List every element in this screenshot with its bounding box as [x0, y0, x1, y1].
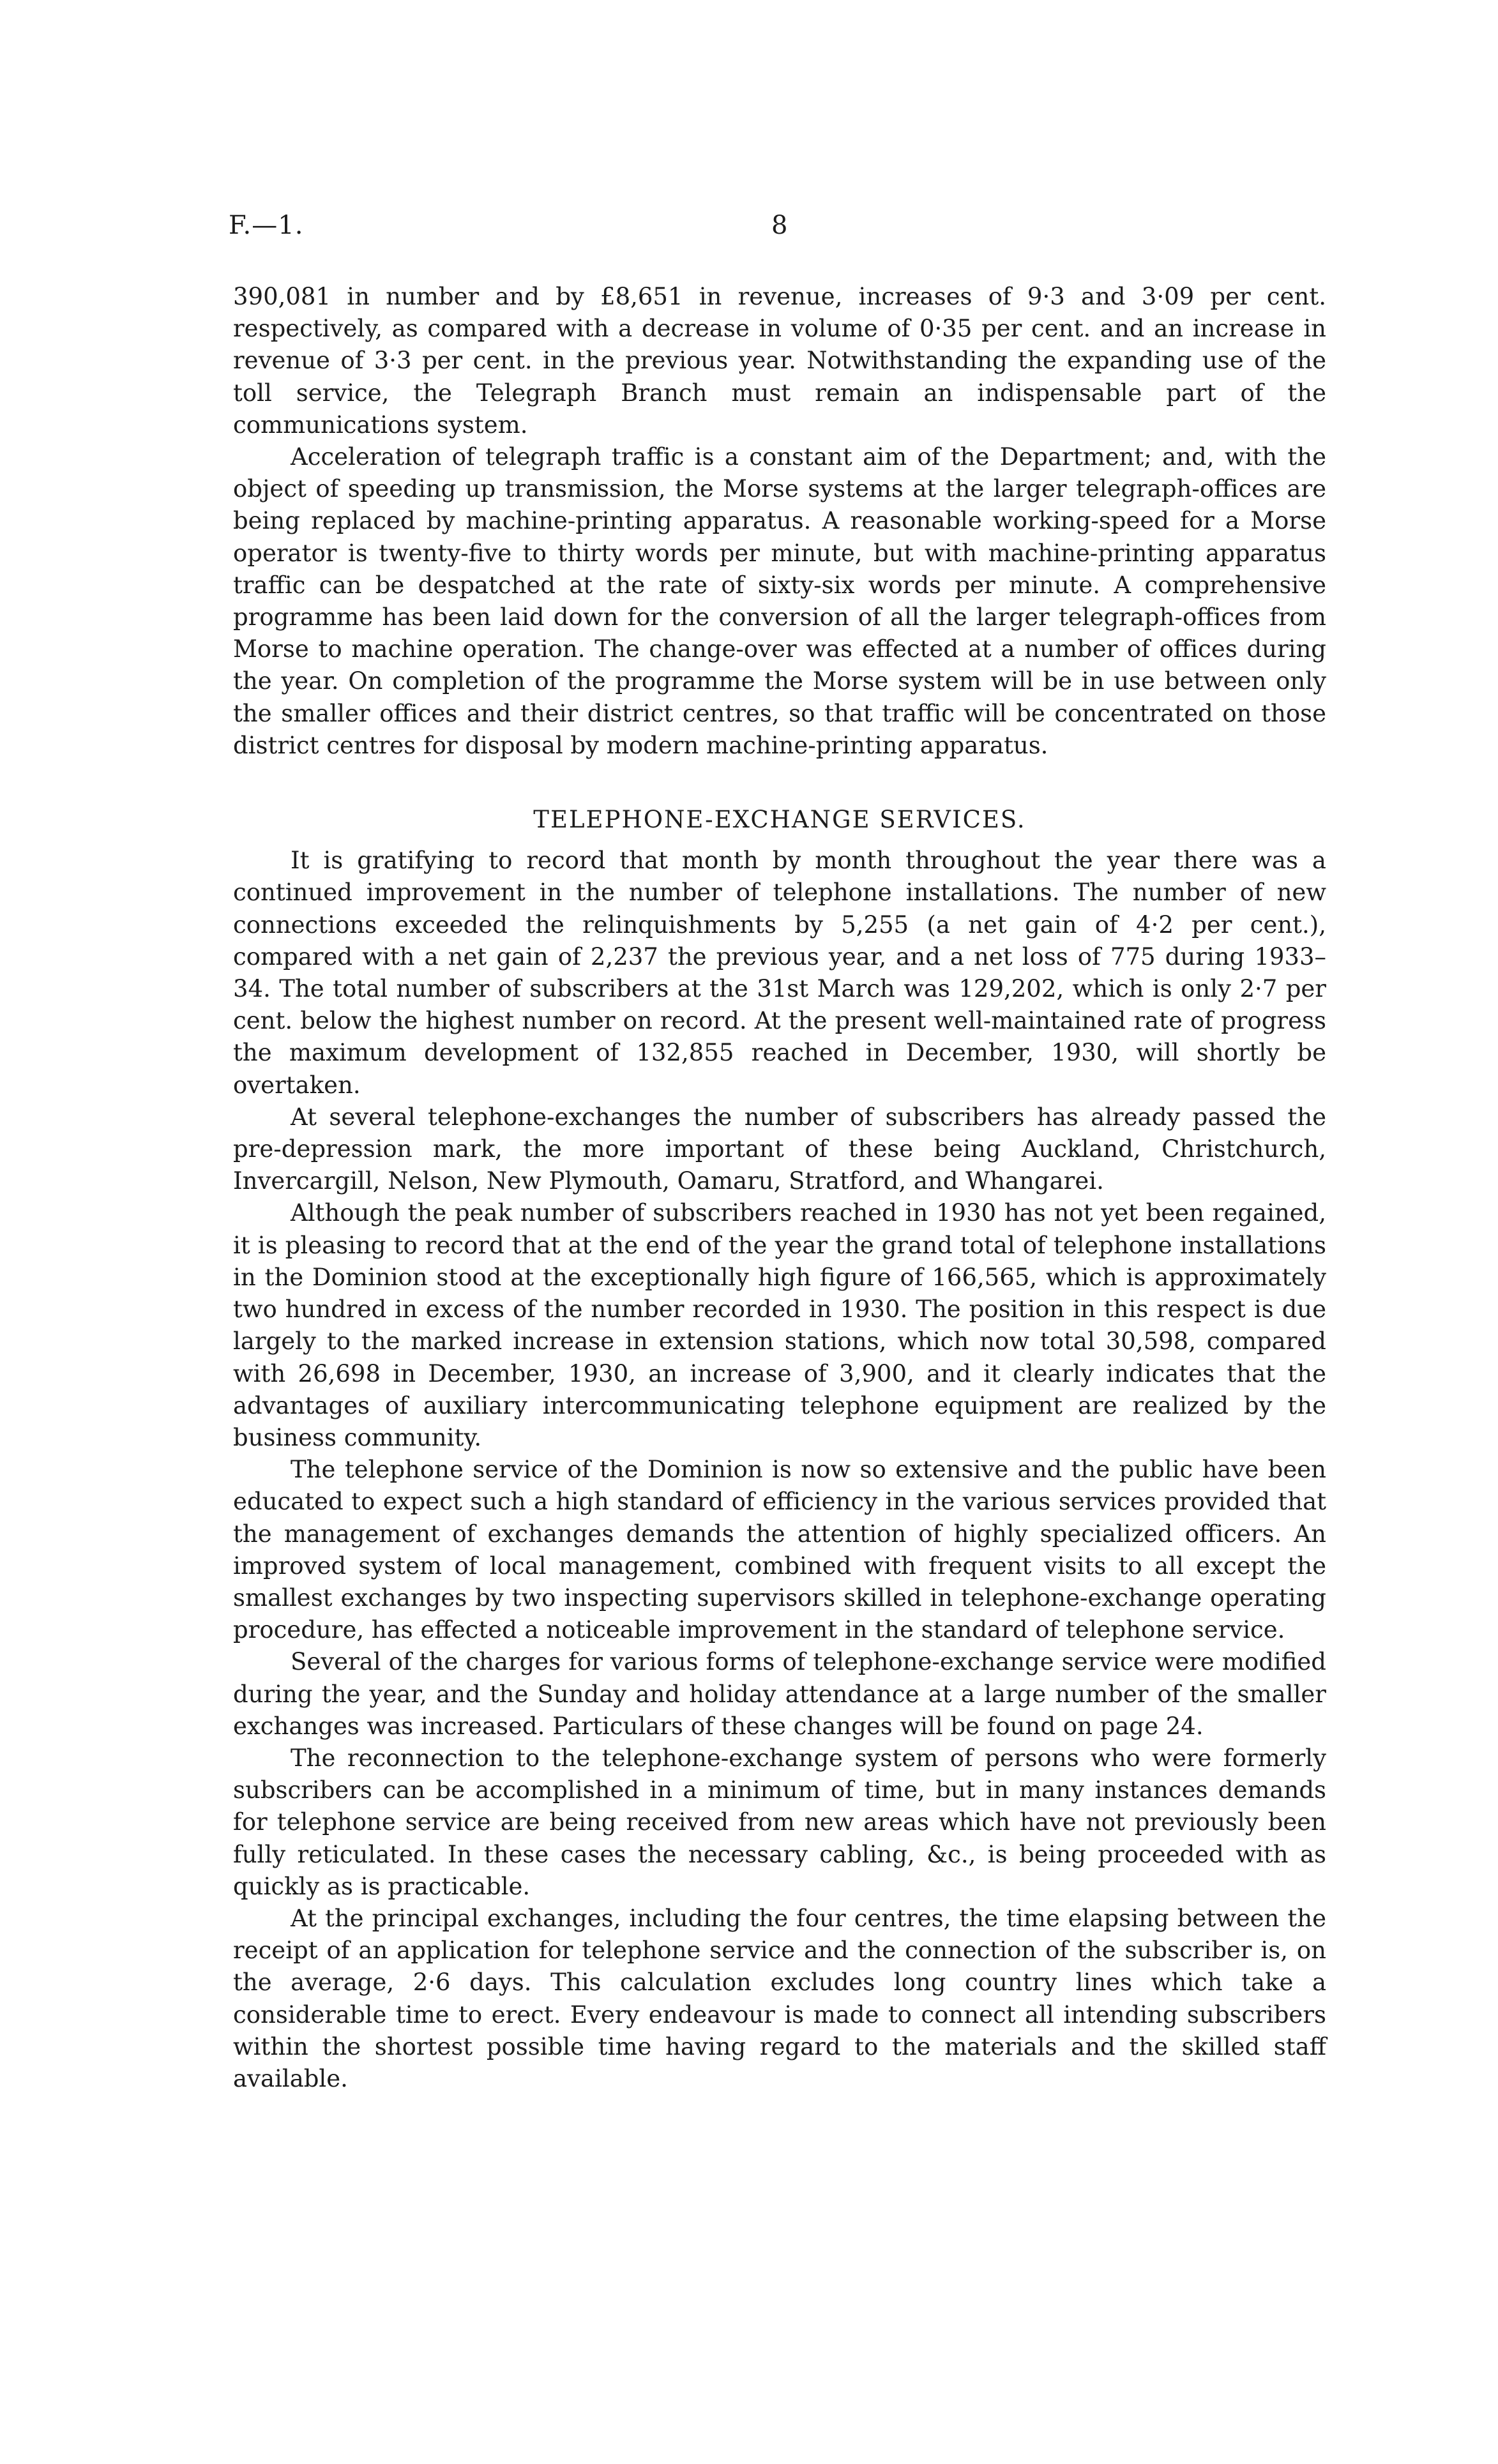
paragraph-reconnection: The reconnection to the telephone-exchange system of persons who were formerly subscribers can be accomplished in a minimum of time, but in many instances demands for telephone service are being received from new areas which have not previously been fully reticulated. In these cases the necessary cabling, &c., is being proceeded with as quickly as is practicable. [233, 1744, 1326, 1900]
paragraph-continued: 390,081 in number and by £8,651 in revenue, increases of 9·3 and 3·09 per cent. respectively, as compared with a decrease in volume of 0·35 per cent. and an increase in revenue of 3·3 per cent. in the previous year. Notwithstanding the expanding use of the toll service, the Telegraph Branch must remain an indispensable part of the communications system. [233, 283, 1326, 439]
paragraph-grand-total: Although the peak number of subscribers reached in 1930 has not yet been regained, it is pleasing to record that at the end of the year the grand total of telephone installations in the Dominion stood at the exceptionally high figure of 166,565, which is approximately two hundred in excess of the number recorded in 1930. The position in this respect is due largely to the marked increase in extension stations, which now total 30,598, compared with 26,698 in December, 1930, an increase of 3,900, and it clearly indicates that the advantages of auxiliary intercommunicating telephone equipment are realized by the business community. [233, 1199, 1326, 1451]
page-header [229, 211, 1327, 255]
paragraph-charges: Several of the charges for various forms of telephone-exchange service were modified during the year, and the Sunday and holiday attendance at a large number of the smaller exchanges was increased. Particulars of these changes will be found on page 24. [233, 1648, 1326, 1740]
paragraph-management: The telephone service of the Dominion is now so extensive and the public have been educated to expect such a high standard of efficiency in the various services provided that the management of exchanges demands the attention of highly specialized officers. An improved system of local management, combined with frequent visits to all except the smallest exchanges by two inspecting supervisors skilled in telephone-exchange operating procedure, has effected a noticeable improvement in the standard of telephone service. [233, 1456, 1326, 1644]
page-number: 8 [771, 211, 788, 240]
paragraph-pre-depression: At several telephone-exchanges the number of subscribers has already passed the pre-depression mark, the more important of these being Auckland, Christchurch, Invercargill, Nelson, New Plymouth, Oamaru, Stratford, and Whangarei. [233, 1103, 1326, 1195]
page-reference: F.—1. [229, 211, 304, 240]
body-text [233, 281, 1326, 2095]
paragraph-principal-exchanges: At the principal exchanges, including the four centres, the time elapsing between the receipt of an application for telephone service and the connection of the subscriber is, on the average, 2·6 days. This calculation excludes long country lines which take a considerable time to erect. Every endeavour is made to connect all intending subscribers within the shortest possible time having regard to the materials and the skilled staff available. [233, 1904, 1326, 2092]
paragraph-telephone-installations: It is gratifying to record that month by month throughout the year there was a continued improvement in the number of telephone installations. The number of new connections exceeded the relinquishments by 5,255 (a net gain of 4·2 per cent.), compared with a net gain of 2,237 the previous year, and a net loss of 775 during 1933–34. The total number of subscribers at the 31st March was 129,202, which is only 2·7 per cent. below the highest number on record. At the present well-maintained rate of progress the maximum development of 132,855 reached in December, 1930, will shortly be overtaken. [233, 847, 1326, 1099]
section-heading: TELEPHONE-EXCHANGE SERVICES. [533, 806, 1026, 834]
paragraph-telegraph-acceleration: Acceleration of telegraph traffic is a constant aim of the Department; and, with the object of speeding up transmission, the Morse systems at the larger telegraph-offices are being replaced by machine-printing apparatus. A reasonable working-speed for a Morse operator is twenty-five to thirty words per minute, but with machine-printing apparatus traffic can be despatched at the rate of sixty-six words per minute. A comprehensive programme has been laid down for the conversion of all the larger telegraph-offices from Morse to machine operation. The change-over was effected at a number of offices during the year. On completion of the programme the Morse system will be in use between only the smaller offices and their district centres, so that traffic will be concentrated on those district centres for disposal by modern machine-printing apparatus. [233, 443, 1326, 759]
